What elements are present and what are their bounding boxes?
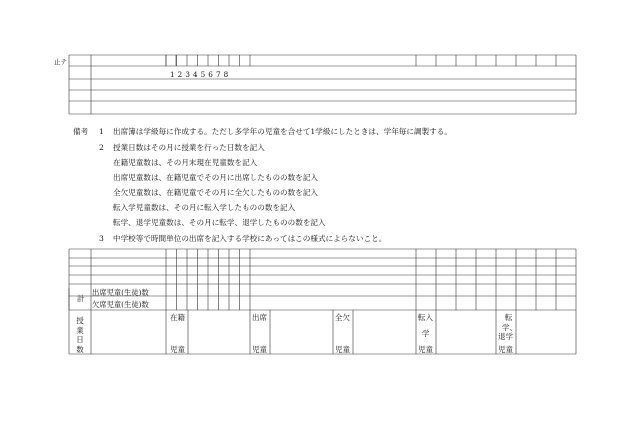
transfer-in-label-top: 転入 <box>418 313 433 322</box>
total-label: 計 <box>77 294 85 303</box>
transfer-out-label-top: 転 <box>505 313 513 322</box>
enrolled-label-top: 在籍 <box>170 313 185 322</box>
transfer-out-label-mid1: 学、 <box>502 323 517 332</box>
note-number: 3 <box>99 234 104 243</box>
full-absent-label-bottom: 児童 <box>335 345 350 354</box>
notes-label: 備考 <box>73 127 89 136</box>
attended-label-top: 出席 <box>252 313 267 322</box>
note-text: 中学校等で時間単位の出席を記入する学校にあってはこの様式によらないこと。 <box>113 234 387 243</box>
transfer-in-label-bottom: 児童 <box>418 345 433 354</box>
note-text: 全欠児童数は、在籍児童でその月に全欠したものの数を記入 <box>113 188 319 197</box>
school-days-label: 授業日数 <box>76 316 84 354</box>
transfer-out-label-mid2: 退学 <box>498 332 513 341</box>
note-text: 出席児童数は、在籍児童でその月に出席したものの数を記入 <box>113 173 319 182</box>
day-number-row: 1 2 3 4 5 6 7 8 <box>170 70 229 79</box>
note-text: 授業日数はその月に授業を行った日数を記入 <box>113 143 265 152</box>
note-text: 転学、退学児童数は、その月に転学、退学したものの数を記入 <box>113 218 326 227</box>
note-text: 転入学児童数は、その月に転入学したものの数を記入 <box>113 203 296 212</box>
attend-row-label: 出席児童(生徒)数 <box>92 288 149 297</box>
transfer-out-label-bottom: 児童 <box>498 345 513 354</box>
note-number: 2 <box>99 143 104 152</box>
enrolled-label-bottom: 児童 <box>170 345 185 354</box>
note-text: 在籍児童数は、その月末現在児童数を記入 <box>113 158 258 167</box>
note-text: 出席簿は学級毎に作成する。ただし多学年の児童を合せて1学級にしたときは、学年毎に調製する。 <box>113 127 452 136</box>
note-number: 1 <box>99 127 104 136</box>
top-table-side-label: 止テ <box>54 58 67 66</box>
attended-label-bottom: 児童 <box>252 345 267 354</box>
full-absent-label-top: 全欠 <box>335 313 350 322</box>
transfer-in-label-mid: 学 <box>422 329 430 338</box>
absent-row-label: 欠席児童(生徒)数 <box>92 300 149 309</box>
